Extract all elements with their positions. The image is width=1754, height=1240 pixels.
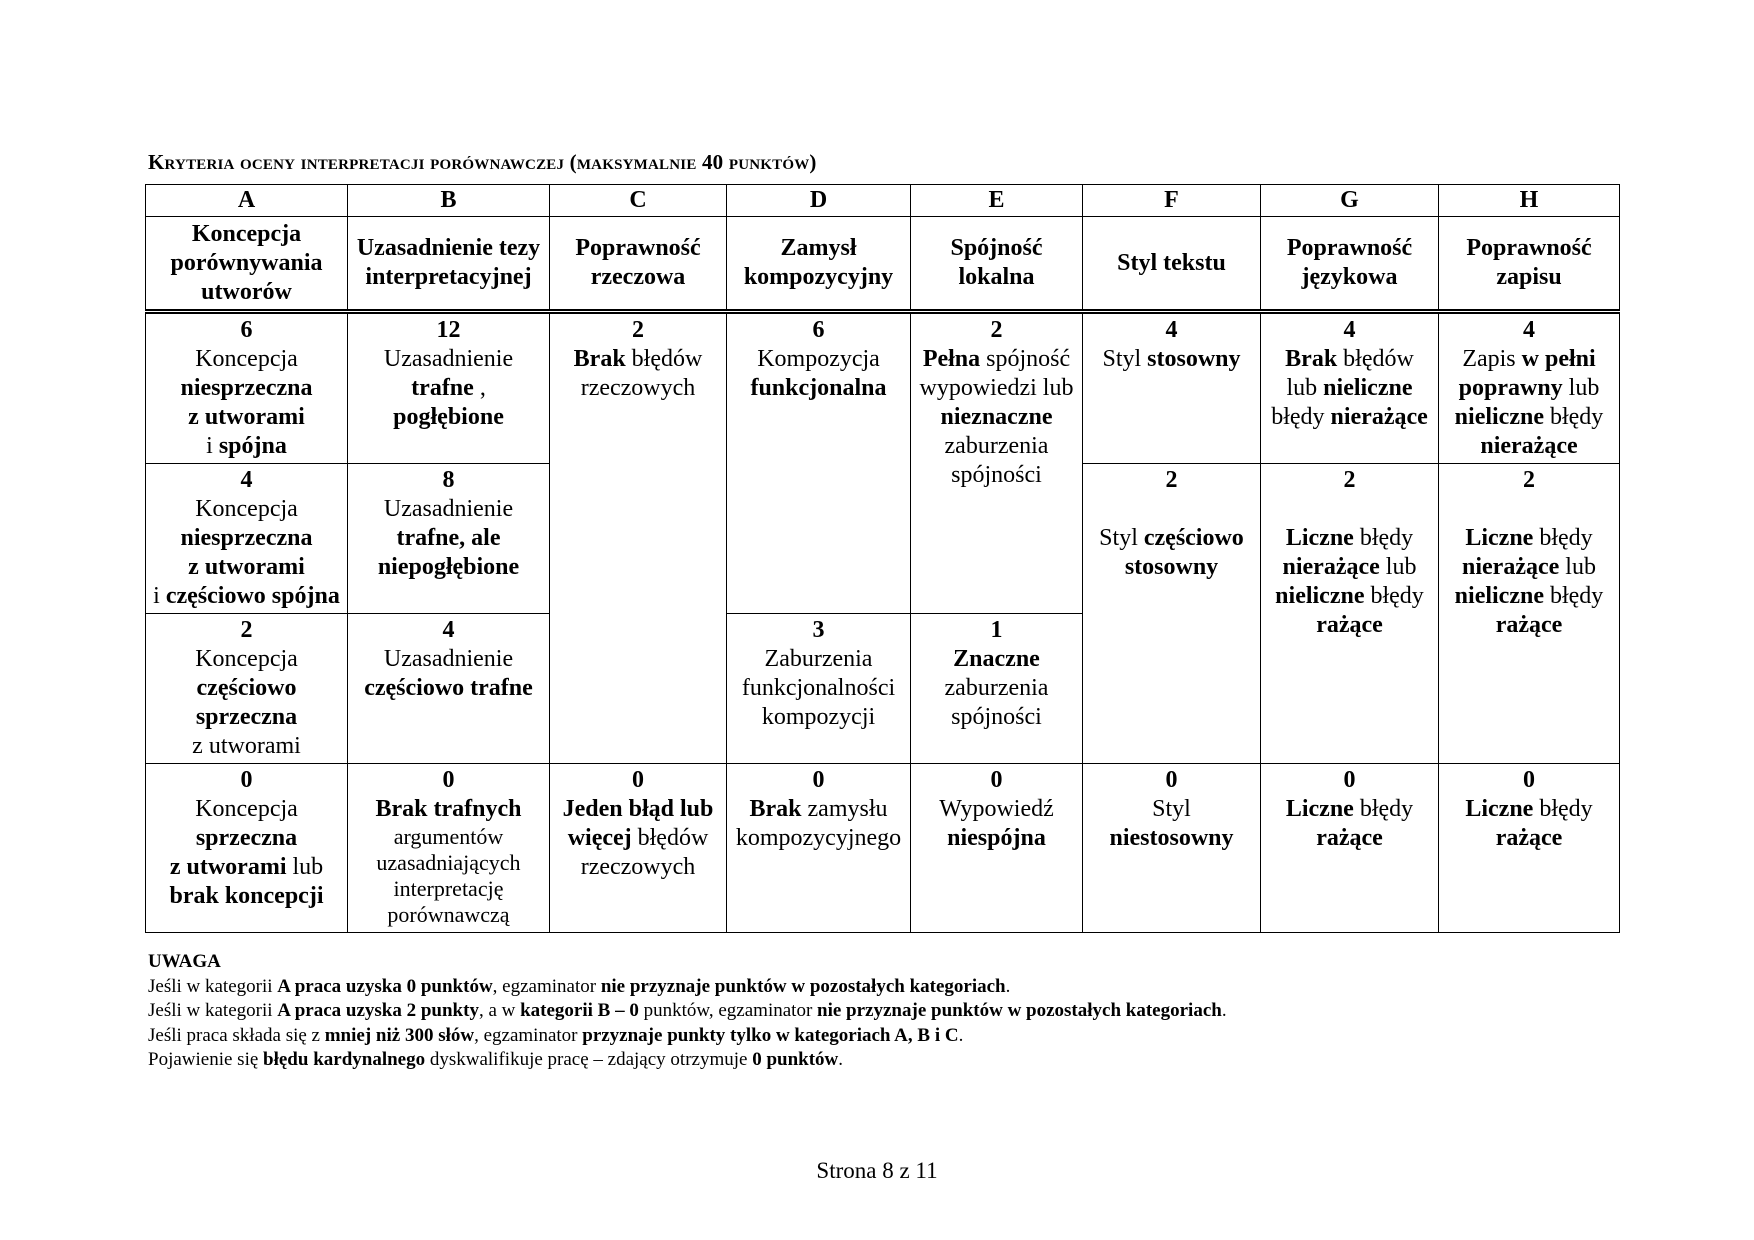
col-header-h: Poprawność zapisu bbox=[1439, 217, 1620, 312]
cell-a0: 0 Koncepcja sprzeczna z utworami lub brak koncepcji bbox=[146, 764, 348, 933]
cell-b8: 8 Uzasadnienie trafne, ale niepogłębione bbox=[348, 464, 550, 614]
col-letter-e: E bbox=[911, 185, 1083, 217]
col-header-c: Poprawność rzeczowa bbox=[550, 217, 727, 312]
cell-e2: 2 Pełna spójność wypowiedzi lub nieznaczne zaburzenia spójności bbox=[911, 312, 1083, 614]
page-number: Strona 8 z 11 bbox=[816, 1158, 938, 1183]
note-line-4: Pojawienie się błędu kardynalnego dyskwalifikuje pracę – zdający otrzymuje 0 punktów. bbox=[148, 1049, 844, 1070]
note-section bbox=[148, 950, 1227, 1073]
col-header-d: Zamysł kompozycyjny bbox=[727, 217, 911, 312]
col-letter-g: G bbox=[1261, 185, 1439, 217]
cell-d6: 6 Kompozycja funkcjonalna bbox=[727, 312, 911, 614]
cell-g2: 2 Liczne błędy nierażące lub nieliczne błędy rażące bbox=[1261, 464, 1439, 764]
table-title: Kryteria oceny interpretacji porównawczej (maksymalnie 40 punktów) bbox=[148, 150, 817, 174]
cell-h2: 2 Liczne błędy nierażące lub nieliczne błędy rażące bbox=[1439, 464, 1620, 764]
criteria-table bbox=[145, 184, 1620, 933]
col-header-a: Koncepcja porównywania utworów bbox=[146, 217, 348, 312]
cell-f4: 4 Styl stosowny bbox=[1083, 312, 1261, 464]
table-row bbox=[146, 312, 1620, 464]
col-header-b: Uzasadnienie tezy interpretacyjnej bbox=[348, 217, 550, 312]
cell-b0: 0 Brak trafnych argumentów uzasadniających interpretację porównawczą bbox=[348, 764, 550, 933]
column-letters-row bbox=[146, 185, 1620, 217]
cell-f0: 0 Styl niestosowny bbox=[1083, 764, 1261, 933]
cell-a6: 6 Koncepcja niesprzeczna z utworami i spójna bbox=[146, 312, 348, 464]
col-header-f: Styl tekstu bbox=[1083, 217, 1261, 312]
col-letter-f: F bbox=[1083, 185, 1261, 217]
cell-c2: 2 Brak błędów rzeczowych bbox=[550, 312, 727, 764]
note-line-1: Jeśli w kategorii A praca uzyska 0 punktów, egzaminator nie przyznaje punktów w pozostałych kategoriach. bbox=[148, 975, 1011, 997]
note-line-2: Jeśli w kategorii A praca uzyska 2 punkty, a w kategorii B – 0 punktów, egzaminator nie przyznaje punktów w pozostałych kategoriach. bbox=[148, 1000, 1227, 1021]
table-row bbox=[146, 764, 1620, 933]
note-line-3: Jeśli praca składa się z mniej niż 300 słów, egzaminator przyznaje punkty tylko w kategoriach A, B i C. bbox=[148, 1024, 964, 1046]
cell-h0: 0 Liczne błędy rażące bbox=[1439, 764, 1620, 933]
cell-b12: 12 Uzasadnienie trafne , pogłębione bbox=[348, 312, 550, 464]
cell-f2: 2 Styl częściowo stosowny bbox=[1083, 464, 1261, 764]
column-headers-row bbox=[146, 217, 1620, 312]
cell-a2: 2 Koncepcja częściowo sprzeczna z utworami bbox=[146, 614, 348, 764]
cell-d3: 3 Zaburzenia funkcjonalności kompozycji bbox=[727, 614, 911, 764]
col-letter-h: H bbox=[1439, 185, 1620, 217]
col-letter-a: A bbox=[146, 185, 348, 217]
col-letter-b: B bbox=[348, 185, 550, 217]
col-letter-d: D bbox=[727, 185, 911, 217]
cell-c0: 0 Jeden błąd lub więcej błędów rzeczowych bbox=[550, 764, 727, 933]
cell-h4: 4 Zapis w pełni poprawny lub nieliczne błędy nierażące bbox=[1439, 312, 1620, 464]
col-header-g: Poprawność językowa bbox=[1261, 217, 1439, 312]
cell-e1: 1 Znaczne zaburzenia spójności bbox=[911, 614, 1083, 764]
cell-g0: 0 Liczne błędy rażące bbox=[1261, 764, 1439, 933]
col-header-e: Spójność lokalna bbox=[911, 217, 1083, 312]
cell-d0: 0 Brak zamysłu kompozycyjnego bbox=[727, 764, 911, 933]
cell-a4: 4 Koncepcja niesprzeczna z utworami i częściowo spójna bbox=[146, 464, 348, 614]
note-heading: UWAGA bbox=[148, 951, 221, 972]
cell-e0: 0 Wypowiedź niespójna bbox=[911, 764, 1083, 933]
cell-b4: 4 Uzasadnienie częściowo trafne bbox=[348, 614, 550, 764]
col-letter-c: C bbox=[550, 185, 727, 217]
cell-g4: 4 Brak błędów lub nieliczne błędy nierażące bbox=[1261, 312, 1439, 464]
